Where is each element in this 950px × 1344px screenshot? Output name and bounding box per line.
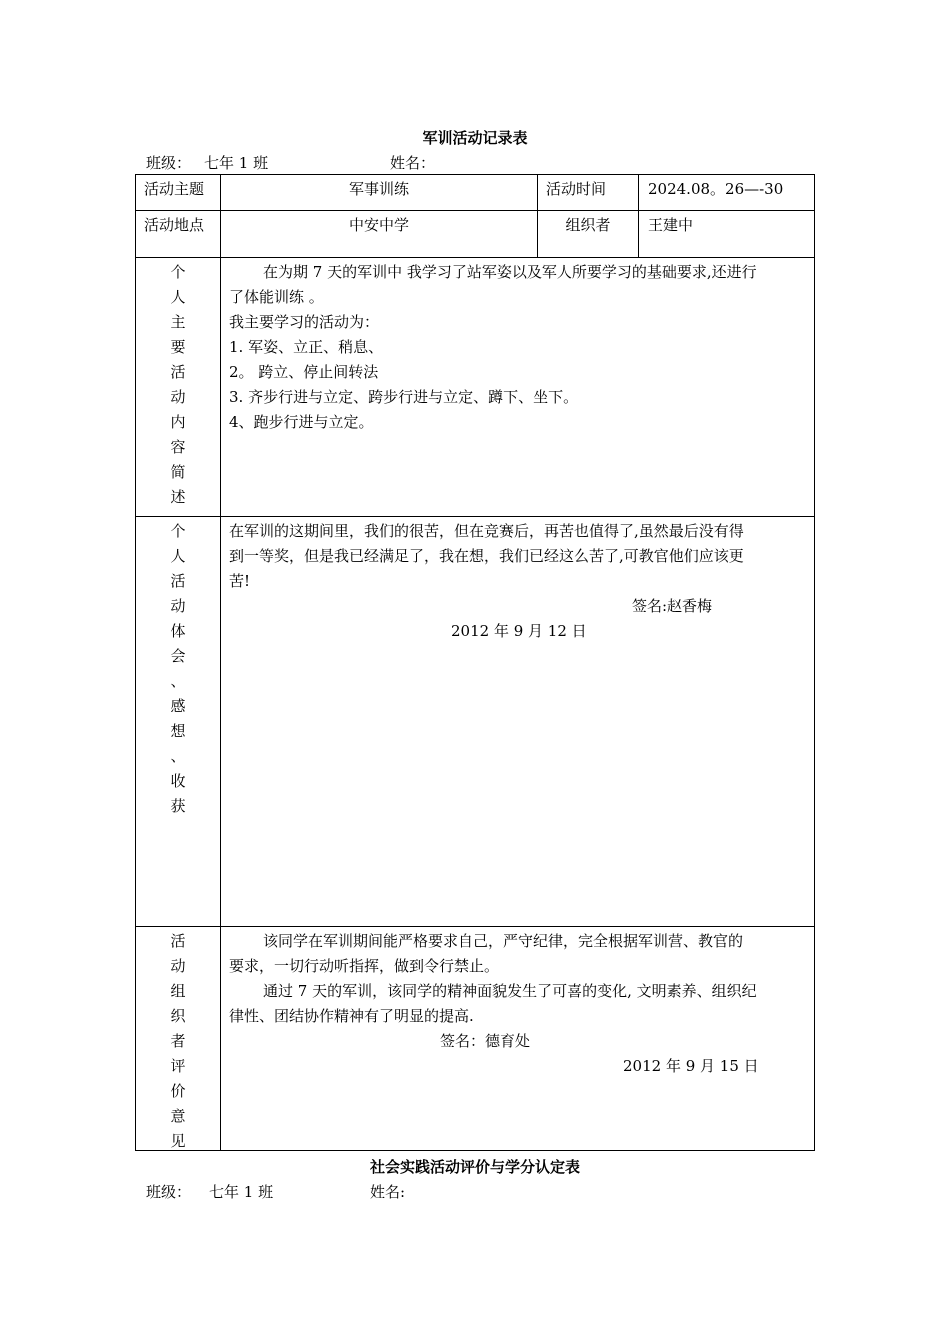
label-char: 容 — [170, 438, 186, 456]
label-char: 人 — [170, 547, 186, 565]
table-divider — [638, 174, 639, 258]
content-line: 在为期 7 天的军训中 我学习了站军姿以及军人所要学习的基础要求,还进行 — [263, 263, 757, 281]
footer-class-label: 班级： — [146, 1183, 192, 1201]
label-char: 意 — [170, 1107, 186, 1125]
evaluation-line: 要求，一切行动听指挥，做到令行禁止。 — [229, 957, 500, 975]
label-char: 内 — [170, 413, 186, 431]
label-char: 活 — [170, 363, 186, 381]
evaluation-signature: 签名：德育处 — [440, 1032, 531, 1050]
label-char: 织 — [170, 1007, 186, 1025]
time-value: 2024.08。26—-30 — [648, 180, 784, 198]
label-char: 体 — [170, 622, 186, 640]
table-border-right — [814, 174, 815, 1151]
page-title: 军训活动记录表 — [422, 129, 528, 147]
evaluation-line: 律性、团结协作精神有了明显的提高. — [229, 1007, 474, 1025]
content-line: 3. 齐步行进与立定、跨步行进与立定、蹲下、坐下。 — [229, 388, 579, 406]
label-char: 组 — [170, 982, 186, 1000]
table-border-top — [135, 174, 815, 175]
place-label: 活动地点 — [144, 216, 205, 234]
label-char: 个 — [170, 263, 186, 281]
table-divider — [135, 210, 815, 211]
label-char: 获 — [170, 797, 186, 815]
name-label: 姓名： — [390, 154, 436, 172]
content-line: 1. 军姿、立正、稍息、 — [229, 338, 384, 356]
content-line: 我主要学习的活动为： — [229, 313, 380, 331]
label-char: 会 — [170, 647, 186, 665]
label-char: 价 — [170, 1082, 186, 1100]
label-char: 、 — [170, 672, 186, 690]
reflection-line: 苦! — [229, 572, 251, 590]
table-divider — [135, 257, 815, 258]
evaluation-date: 2012 年 9 月 15 日 — [623, 1057, 759, 1075]
label-char: 评 — [170, 1057, 186, 1075]
footer-name-label: 姓名: — [370, 1183, 406, 1201]
label-char: 感 — [170, 697, 186, 715]
reflection-signature: 签名:赵香梅 — [632, 597, 713, 615]
table-border-bottom — [135, 1150, 815, 1151]
label-char: 述 — [170, 488, 186, 506]
label-char: 活 — [170, 932, 186, 950]
footer-class-value: 七年 1 班 — [209, 1183, 274, 1201]
label-char: 活 — [170, 572, 186, 590]
reflection-line: 在军训的这期间里，我们的很苦，但在竞赛后，再苦也值得了,虽然最后没有得 — [229, 522, 744, 540]
label-char: 想 — [170, 722, 186, 740]
place-value: 中安中学 — [348, 216, 409, 234]
label-char: 见 — [170, 1132, 186, 1150]
label-char: 者 — [170, 1032, 186, 1050]
footer-title: 社会实践活动评价与学分认定表 — [369, 1158, 580, 1176]
table-divider — [135, 926, 815, 927]
content-line: 了体能训练 。 — [229, 288, 324, 306]
reflection-line: 到一等奖，但是我已经满足了，我在想，我们已经这么苦了,可教官他们应该更 — [229, 547, 744, 565]
class-label: 班级： — [146, 154, 192, 172]
label-char: 人 — [170, 288, 186, 306]
content-line: 4、跑步行进与立定。 — [229, 413, 374, 431]
label-char: 简 — [170, 463, 186, 481]
label-char: 、 — [170, 747, 186, 765]
label-char: 个 — [170, 522, 186, 540]
label-char: 收 — [170, 772, 186, 790]
reflection-date: 2012 年 9 月 12 日 — [451, 622, 587, 640]
class-value: 七年 1 班 — [204, 154, 269, 172]
label-char: 动 — [170, 957, 186, 975]
time-label: 活动时间 — [546, 180, 607, 198]
organizer-value: 王建中 — [648, 216, 694, 234]
label-char: 主 — [170, 313, 186, 331]
table-divider — [135, 516, 815, 517]
label-char: 要 — [170, 338, 186, 356]
label-char: 动 — [170, 388, 186, 406]
content-line: 2。 跨立、停止间转法 — [229, 363, 379, 381]
theme-value: 军事训练 — [348, 180, 409, 198]
evaluation-line: 该同学在军训期间能严格要求自己，严守纪律，完全根据军训营、教官的 — [263, 932, 744, 950]
evaluation-line: 通过 7 天的军训，该同学的精神面貌发生了可喜的变化, 文明素养、组织纪 — [263, 982, 757, 1000]
organizer-label: 组织者 — [565, 216, 611, 234]
label-char: 动 — [170, 597, 186, 615]
theme-label: 活动主题 — [144, 180, 205, 198]
